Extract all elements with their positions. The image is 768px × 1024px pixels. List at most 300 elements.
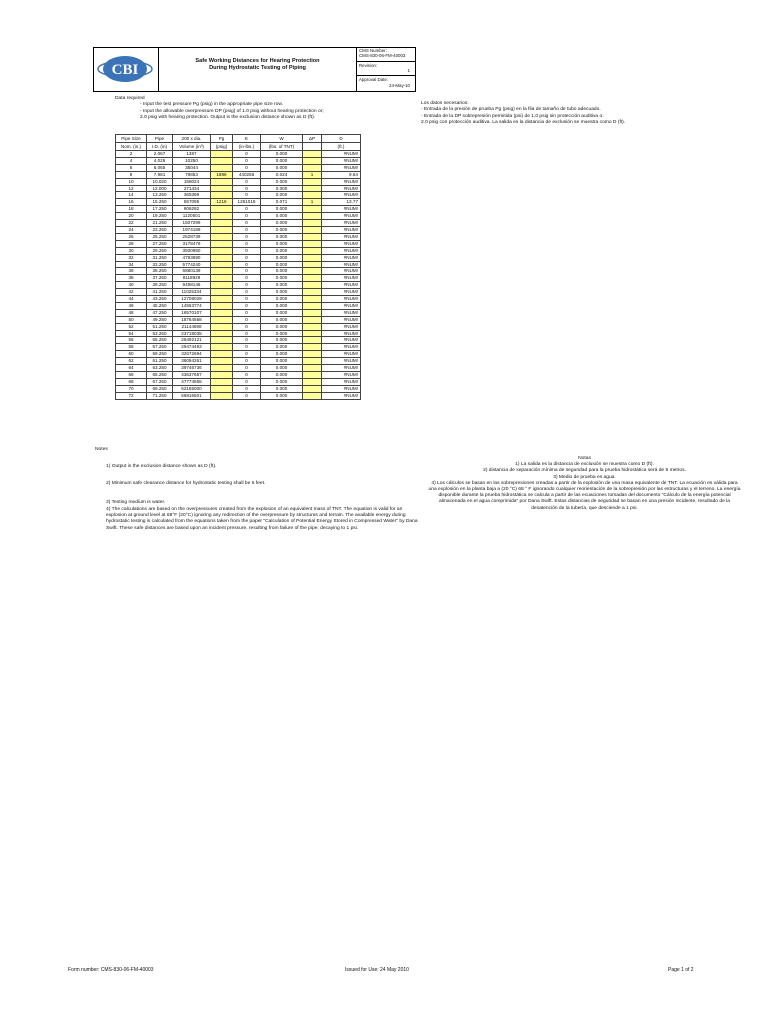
table-cell [303, 206, 322, 213]
table-cell: 0.000 [261, 351, 303, 358]
revision-value: 1 [407, 67, 410, 73]
table-cell: #NUM! [322, 254, 361, 261]
table-cell: 4.026 [147, 157, 173, 164]
table-cell: #NUM! [322, 206, 361, 213]
cms-label: CMS Number: [359, 48, 387, 53]
table-cell: 37.250 [147, 275, 173, 282]
table-cell [303, 254, 322, 261]
table-cell: 0.000 [261, 296, 303, 303]
table-cell: 0.000 [261, 164, 303, 171]
table-cell: #NUM! [322, 365, 361, 372]
table-cell [303, 261, 322, 268]
table-cell: 7.981 [147, 171, 173, 178]
table-cell: #NUM! [322, 282, 361, 289]
table-row [116, 240, 361, 247]
table-cell: 21144698 [173, 323, 211, 330]
table-cell: 0 [233, 309, 261, 316]
table-cell: 0.000 [261, 178, 303, 185]
table-cell: 34 [116, 261, 147, 268]
table-cell: #NUM! [322, 296, 361, 303]
table-cell: 3178479 [173, 240, 211, 247]
table-cell: #NUM! [322, 275, 361, 282]
table-cell [303, 302, 322, 309]
table-cell [211, 351, 233, 358]
table-cell: 0 [233, 289, 261, 296]
table-row [116, 178, 361, 185]
table-cell: #NUM! [322, 233, 361, 240]
table-cell: 0.000 [261, 365, 303, 372]
table-cell [211, 289, 233, 296]
table-cell: 56816501 [173, 392, 211, 399]
table-cell [303, 351, 322, 358]
table-cell: 5774240 [173, 261, 211, 268]
note-es-2: 2) distancia de separación mínima de seguridad para la prueba hidrostática será de 5 metros. [483, 468, 686, 474]
table-cell [211, 392, 233, 399]
note-1: 1) Output is the exclusion distance shown as D (ft). [106, 464, 217, 469]
table-cell: 10250 [173, 157, 211, 164]
table-cell [303, 316, 322, 323]
table-cell: 0.000 [261, 378, 303, 385]
table-cell: 19.250 [147, 213, 173, 220]
table-cell [303, 372, 322, 379]
table-cell: 52165000 [173, 385, 211, 392]
table-cell [211, 316, 233, 323]
table-cell: 28 [116, 240, 147, 247]
table-row [116, 199, 361, 206]
table-cell: 0 [233, 392, 261, 399]
table-cell: 62 [116, 358, 147, 365]
table-cell [303, 296, 322, 303]
table-cell: #NUM! [322, 309, 361, 316]
table-cell: 47.250 [147, 309, 173, 316]
table-cell [303, 392, 322, 399]
table-cell: 64 [116, 365, 147, 372]
table-cell [303, 323, 322, 330]
table-cell: 0.000 [261, 337, 303, 344]
table-cell: 0 [233, 185, 261, 192]
table-cell: 14 [116, 192, 147, 199]
table-cell: #NUM! [322, 316, 361, 323]
table-row [116, 337, 361, 344]
table-cell: 65.250 [147, 372, 173, 379]
table-cell [211, 275, 233, 282]
table-cell: 79853 [173, 171, 211, 178]
table-cell: 0 [233, 337, 261, 344]
notes-es-heading: Notas [578, 456, 591, 461]
table-cell: 0.071 [261, 199, 303, 206]
table-row [116, 385, 361, 392]
table-cell: 0 [233, 226, 261, 233]
table-cell: 0 [233, 372, 261, 379]
logo-text: CBI [111, 62, 139, 78]
table-row [116, 289, 361, 296]
table-cell [211, 185, 233, 192]
approval-value: 24-May-10 [389, 82, 410, 88]
col-header: W [261, 135, 303, 143]
safe-distance-table [115, 134, 361, 400]
col-header: Pipe [147, 135, 173, 143]
table-cell: 61.250 [147, 358, 173, 365]
table-cell [211, 206, 233, 213]
table-cell: 1 [303, 171, 322, 178]
table-cell: 43.250 [147, 296, 173, 303]
table-cell: 0 [233, 275, 261, 282]
table-cell: 8 [116, 171, 147, 178]
table-cell: 68 [116, 378, 147, 385]
table-row [116, 233, 361, 240]
table-cell: 52 [116, 323, 147, 330]
table-cell: 32672694 [173, 351, 211, 358]
table-cell: 54 [116, 330, 147, 337]
table-cell [211, 233, 233, 240]
table-cell [211, 151, 233, 158]
table-cell: 0 [233, 178, 261, 185]
table-cell: 0 [233, 247, 261, 254]
table-cell: 1387 [173, 151, 211, 158]
table-cell: 57.250 [147, 344, 173, 351]
table-cell: 42 [116, 289, 147, 296]
table-cell: #NUM! [322, 268, 361, 275]
table-cell: 0.000 [261, 261, 303, 268]
table-cell: 0 [233, 323, 261, 330]
table-cell: #NUM! [322, 240, 361, 247]
table-cell: 35044 [173, 164, 211, 171]
table-cell: 0.000 [261, 372, 303, 379]
table-cell: 0 [233, 385, 261, 392]
table-cell: 23.250 [147, 226, 173, 233]
table-cell [303, 275, 322, 282]
table-cell: 0 [233, 302, 261, 309]
table-cell: 45.250 [147, 302, 173, 309]
table-cell: 0.000 [261, 268, 303, 275]
table-cell: 66 [116, 372, 147, 379]
table-cell: 0 [233, 358, 261, 365]
table-cell: 0.000 [261, 151, 303, 158]
table-cell: 0.000 [261, 330, 303, 337]
table-cell: 4 [116, 157, 147, 164]
table-row [116, 282, 361, 289]
note-4: 4) The calculations are based on the overpressures created from the explosion of an equivalent mass of TNT. The equation is valid for an explosion at ground level at 68°F (20°C) ignoring any redirection of the overpressure by structures and terrain. The available energy during hydrostatic testing is calculated from the equations taken from the paper "Calculation of Potential Energy Stored in Compressed Water" by Dana Swift. These safe distances are based upon an incident pressure, resulting from failure of the pipe, decaying to 1 psi. [106, 507, 418, 531]
table-cell: 63.250 [147, 365, 173, 372]
table-cell: 0.000 [261, 358, 303, 365]
table-cell: 16570107 [173, 309, 211, 316]
col-subheader: (psig) [211, 143, 233, 151]
table-cell [303, 185, 322, 192]
table-cell [211, 192, 233, 199]
note-2: 2) Minimum safe clearance distance for hydrostatic testing shall be 5 feet. [106, 481, 266, 486]
col-header: E [233, 135, 261, 143]
table-cell: 0.000 [261, 302, 303, 309]
table-cell: #NUM! [322, 289, 361, 296]
title-line-2: During Hydrostatic Testing of Piping [209, 65, 306, 72]
table-cell: #NUM! [322, 351, 361, 358]
table-cell [211, 330, 233, 337]
table-cell [211, 344, 233, 351]
table-cell [303, 309, 322, 316]
table-cell [303, 151, 322, 158]
table-cell: #NUM! [322, 151, 361, 158]
table-cell: 0.024 [261, 171, 303, 178]
table-cell [303, 330, 322, 337]
col-header: D [322, 135, 361, 143]
table-row [116, 157, 361, 164]
col-subheader: Volume (in³) [173, 143, 211, 151]
table-cell: 0.000 [261, 233, 303, 240]
table-cell: #NUM! [322, 226, 361, 233]
table-row [116, 213, 361, 220]
table-cell [211, 337, 233, 344]
table-row [116, 164, 361, 171]
table-cell: 40 [116, 282, 147, 289]
table-cell: 30 [116, 247, 147, 254]
table-cell [303, 157, 322, 164]
table-row [116, 254, 361, 261]
col-subheader: (ft.) [322, 143, 361, 151]
table-cell: 2.067 [147, 151, 173, 158]
table-cell [303, 344, 322, 351]
table-cell: #NUM! [322, 178, 361, 185]
table-cell: 11025334 [173, 289, 211, 296]
table-cell: 67.250 [147, 378, 173, 385]
table-cell: 0.000 [261, 192, 303, 199]
table-cell: 158024 [173, 178, 211, 185]
table-row [116, 351, 361, 358]
table-row [116, 261, 361, 268]
table-cell: 18764568 [173, 316, 211, 323]
table-cell: 0 [233, 282, 261, 289]
revision-label: Revision: [359, 62, 378, 68]
table-cell: 1216 [211, 199, 233, 206]
table-cell: 1261019 [233, 199, 261, 206]
table-cell: 0 [233, 157, 261, 164]
table-header-row [116, 143, 361, 151]
table-row [116, 330, 361, 337]
table-cell: #NUM! [322, 261, 361, 268]
table-row [116, 206, 361, 213]
table-cell [211, 358, 233, 365]
table-cell: 1 [303, 199, 322, 206]
col-header: Pg [211, 135, 233, 143]
table-cell: 39746736 [173, 365, 211, 372]
table-cell: 12.000 [147, 185, 173, 192]
table-cell: 70 [116, 385, 147, 392]
table-cell: 0 [233, 192, 261, 199]
table-cell [303, 337, 322, 344]
table-cell: 0.000 [261, 254, 303, 261]
table-cell: 0.000 [261, 206, 303, 213]
table-cell: 21.250 [147, 220, 173, 227]
table-cell: 3930950 [173, 247, 211, 254]
table-cell [211, 254, 233, 261]
table-cell: 23718035 [173, 330, 211, 337]
table-cell [303, 233, 322, 240]
table-row [116, 309, 361, 316]
note-es-4: 4) Los cálculos se basan en las sobrepresiones creadas a partir de la explosión de una masa equivalente de TNT. La ecuación es válida para una explosión en la planta baja a (20 °C) 68 ° F ignorando cualquier reorientación de la sobrepresión por las estructuras y el terreno. La energía disponible durante la prueba hidrostática se calcula a partir de las ecuaciones tomadas del documento "Cálculo de la energía potencial almacenada en el agua comprimida" por Dana Swift. Estas distancias de seguridad se basan en una presión incidente, resultado de la desatención de la tubería, que desciende a 1 psi. [428, 480, 741, 511]
table-cell [211, 261, 233, 268]
table-cell [303, 282, 322, 289]
table-cell: 1974189 [173, 226, 211, 233]
table-cell [303, 213, 322, 220]
table-cell [211, 157, 233, 164]
table-row [116, 372, 361, 379]
table-cell: 440258 [233, 171, 261, 178]
table-cell: 10.020 [147, 178, 173, 185]
table-cell [211, 323, 233, 330]
table-cell [303, 358, 322, 365]
table-cell [211, 378, 233, 385]
col-subheader: I.D. (in) [147, 143, 173, 151]
table-cell: 53.250 [147, 330, 173, 337]
table-row [116, 365, 361, 372]
table-cell: #NUM! [322, 185, 361, 192]
table-cell: 0.000 [261, 344, 303, 351]
col-subheader: Nom. (in.) [116, 143, 147, 151]
table-row [116, 392, 361, 399]
table-cell: 0 [233, 378, 261, 385]
table-row [116, 378, 361, 385]
instructions-heading-es: Los datos necesarios: [421, 101, 469, 106]
table-cell: 0 [233, 240, 261, 247]
table-cell [211, 247, 233, 254]
table-cell [303, 247, 322, 254]
table-cell: 0 [233, 316, 261, 323]
table-cell: 15.250 [147, 199, 173, 206]
table-cell: 22 [116, 220, 147, 227]
table-cell: 48 [116, 309, 147, 316]
table-cell [211, 240, 233, 247]
table-cell: 6 [116, 164, 147, 171]
table-cell: 0.000 [261, 220, 303, 227]
table-cell [211, 164, 233, 171]
table-cell [211, 282, 233, 289]
table-cell: 0 [233, 254, 261, 261]
table-cell: 51.250 [147, 323, 173, 330]
footer-form-number: Form number: CMS-830-06-FM-40003 [68, 967, 154, 973]
table-cell [303, 192, 322, 199]
table-cell: 0.000 [261, 282, 303, 289]
table-cell: #NUM! [322, 213, 361, 220]
table-cell: 43637657 [173, 372, 211, 379]
table-cell: 0 [233, 213, 261, 220]
table-cell [211, 365, 233, 372]
col-subheader: (in-lbs.) [233, 143, 261, 151]
table-cell: 55.250 [147, 337, 173, 344]
table-cell [211, 178, 233, 185]
table-cell: 0.000 [261, 157, 303, 164]
table-row [116, 192, 361, 199]
table-cell: 0 [233, 330, 261, 337]
table-cell: 0.000 [261, 323, 303, 330]
table-cell: 36 [116, 268, 147, 275]
title-line-1: Safe Working Distances for Hearing Protection [195, 58, 320, 64]
table-cell [211, 385, 233, 392]
table-cell: 36094261 [173, 358, 211, 365]
table-row [116, 226, 361, 233]
table-header-row [116, 135, 361, 143]
document-title [160, 58, 355, 73]
table-cell: 0 [233, 296, 261, 303]
table-cell: 1120501 [173, 213, 211, 220]
table-cell: 9.64 [322, 171, 361, 178]
table-cell: 20 [116, 213, 147, 220]
table-cell: 0 [233, 351, 261, 358]
table-cell [211, 372, 233, 379]
table-cell [211, 309, 233, 316]
instruction-line-es: 2.0 psig con protección auditiva. La salida es la distancia de exclusión se muestra como D (ft). [421, 120, 626, 126]
table-cell [303, 164, 322, 171]
table-cell: #NUM! [322, 192, 361, 199]
table-cell: 27.250 [147, 240, 173, 247]
table-row [116, 220, 361, 227]
table-cell: 0 [233, 344, 261, 351]
table-cell: 18 [116, 206, 147, 213]
table-cell: 50 [116, 316, 147, 323]
table-cell: 71.250 [147, 392, 173, 399]
table-cell: 16 [116, 199, 147, 206]
table-cell: #NUM! [322, 392, 361, 399]
table-row [116, 247, 361, 254]
table-cell: 806282 [173, 206, 211, 213]
table-cell: 17.250 [147, 206, 173, 213]
table-cell: 12708029 [173, 296, 211, 303]
table-cell [303, 240, 322, 247]
table-row [116, 185, 361, 192]
table-cell: 29474493 [173, 344, 211, 351]
cbi-logo [93, 47, 159, 92]
instructions-heading: Data required [115, 96, 145, 101]
table-cell: 9498146 [173, 282, 211, 289]
table-row [116, 344, 361, 351]
instruction-line-es: - Entrada de la presión de prueba Pg (psig) en la fila de tamaño de tubo adecuado. [421, 107, 601, 113]
table-row [116, 171, 361, 178]
table-cell [303, 289, 322, 296]
table-cell: 26 [116, 233, 147, 240]
table-row [116, 296, 361, 303]
cms-value: CMS-830-06-FM-40003 [359, 53, 406, 59]
note-es-3: 3) Medio de prueba es agua. [553, 474, 616, 480]
table-cell: 60 [116, 351, 147, 358]
table-cell [303, 220, 322, 227]
table-cell [303, 365, 322, 372]
notes-es [427, 456, 742, 512]
instructions-es [421, 101, 625, 127]
table-cell: 32 [116, 254, 147, 261]
table-cell: 271434 [173, 185, 211, 192]
col-header: 200 x dia. [173, 135, 211, 143]
table-cell: 24 [116, 226, 147, 233]
table-cell: 0 [233, 268, 261, 275]
table-cell: 59.250 [147, 351, 173, 358]
table-cell [211, 302, 233, 309]
table-cell: 365399 [173, 192, 211, 199]
instruction-line: - Input the test pressure Pg (psig) in the appropriate pipe size row. [140, 102, 283, 108]
table-cell: 56 [116, 337, 147, 344]
notes-en-heading: Notes [95, 447, 108, 452]
table-row [116, 323, 361, 330]
table-cell: 41.250 [147, 289, 173, 296]
col-header: ΔP [303, 135, 322, 143]
table-cell: 26492121 [173, 337, 211, 344]
table-cell [211, 268, 233, 275]
instruction-line: 2.0 psig with hearing protection. Output is the exclusion distance shown as D (ft). [140, 115, 316, 121]
table-cell: 0 [233, 220, 261, 227]
table-cell: 0.000 [261, 385, 303, 392]
table-cell: 39.250 [147, 282, 173, 289]
table-cell: #NUM! [322, 330, 361, 337]
note-es-1: 1) La salida es la distancia de exclusión se muestra como D (ft). [515, 462, 654, 468]
table-cell: 58 [116, 344, 147, 351]
table-cell: 47774565 [173, 378, 211, 385]
